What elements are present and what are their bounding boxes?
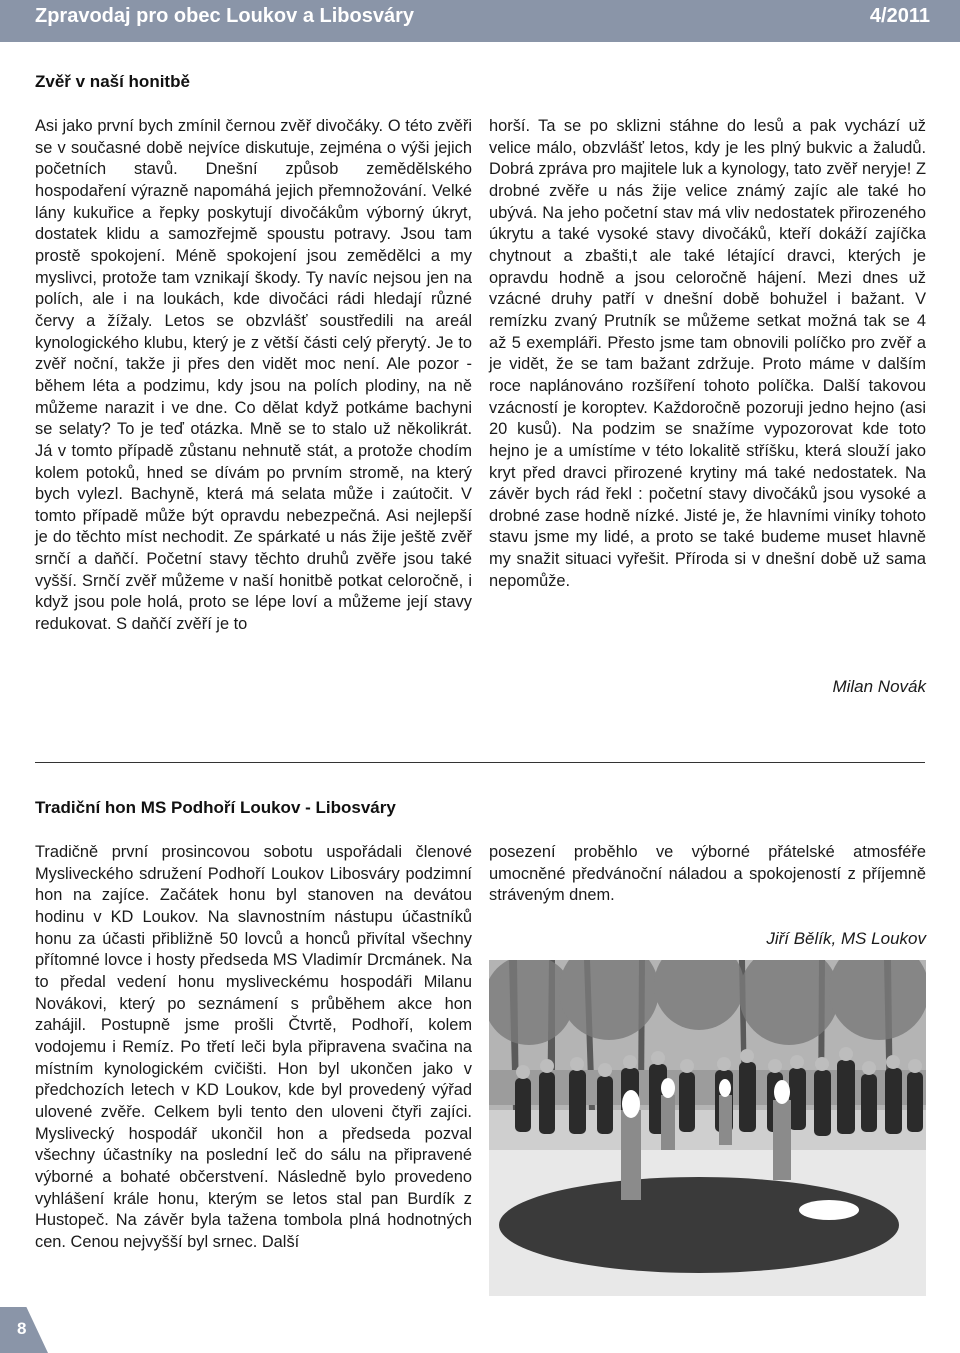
hunt-photo xyxy=(489,960,926,1296)
page-header xyxy=(0,0,960,42)
article1-right-column xyxy=(489,116,926,592)
article2-heading: Tradiční hon MS Podhoří Loukov - Libosváry xyxy=(35,798,396,817)
article2-signature: Jiří Bělík, MS Loukov xyxy=(766,929,926,948)
article1-left-column xyxy=(35,116,472,636)
article1-signature: Milan Novák xyxy=(832,677,926,696)
section-divider xyxy=(35,762,925,763)
article1-left-text: Asi jako první bych zmínil černou zvěř divočáky. O této zvěři se v současné době nejvíce diskutuje, zejména o výši jejich početních stavů. Dnešní způsob zemědělského hospodaření výrazně napomáhá jejich přemnožování. Velké lány kukuřice a řepky poskytují divočákům výborný úkryt, dostatek klidu a samozřejmě spoustu potravy. Jsou tam prostě spokojení. Méně spokojení jsou zemědělci a my myslivci, protože tam vznikají škody. Ty navíc nejsou jen na polích, ale i na loukách, kde divočáci rádi hledají různé červy a žížaly. Letos se obzvlášť soustředili na areál kynologického klubu, který je z větší části celý přerytý. Je to zvěř noční, takže ji přes den vidět moc není. Ale pozor - během léta a podzimu, kdy jsou na polích plodiny, na ně můžeme narazit i ve dne. Co dělat když potkáme bachyni se selaty? To je teď otázka. Mně se to stalo už několikrát. Já v tomto případě zůstanu nehnutě stát, a protože chodím kolem potoků, hned se dívám po prvním stromě, na který bych vylezl. Bachyně, která má selata může i zaútočit. V tomto případě může být opravdu nebezpečná. Asi nejlepší je do těchto míst nechodit. Ze spárkaté u nás žije ještě zvěř srnčí a daňčí. Početní stavy těchto druhů zvěře jsou také vyšší. Srnčí zvěř můžeme v naší honitbě potkat celoročně, i když jsou pole holá, proto se lépe loví a můžeme její stavy redukovat. S daňčí zvěří je to xyxy=(35,117,472,634)
article2-left-text: Tradičně první prosincovou sobotu uspořádali členové Mysliveckého sdružení Podhoří Loukov Libosváry podzimní hon na zajíce. Začátek honu byl stanoven na devátou hodinu v KD Loukov. Na slavnostním nástupu účastníků honu za účasti přibližně 50 lovců a honců přivítal všechny přítomné lovce i hosty předseda MS Vladimír Drcmánek. Na to předal vedení honu mysliveckému hospodáři Milanu Novákovi, který po seznámení s průběhem akce hon zahájil. Postupně jsme prošli Čtvrtě, Podhoří, kolem vodojemu i Remíz. Po třetí leči byla připravena svačina na místním kynologickém cvičišti. Hon byl ukončen jako v předchozích letech v KD Loukov, kde byl provedený výřad ulovené zvěře. Celkem byli tento den uloveni čtyři zajíci. Myslivecký hospodář ukončil hon a předseda pozval všechny účastníky na poslední leč do sálu na připravené výborné a bohaté občerstvení. Následně bylo provedeno vyhlášení krále honu, kterým se letos stal pan Burdík z Hustopeč. Na závěr byla tažena tombola plná hodnotných cen. Cenou nejvyšší byl srnec. Další xyxy=(35,843,472,1251)
article1-heading: Zvěř v naší honitbě xyxy=(35,72,190,91)
article2-right-column xyxy=(489,842,926,907)
page-number: 8 xyxy=(17,1319,27,1338)
issue-number: 4/2011 xyxy=(869,5,930,27)
article1-right-text: horší. Ta se po sklizni stáhne do lesů a pak vychází už velice málo, obzvlášť letos, kdy je les plný bukvic a žaludů. Dobrá zpráva pro majitele luk a kynology, tato zvěř neryje! Z drobné zvěře u nás žije velice známý zajíc ale také ho ubývá. Na jeho početní stav má vliv nedostatek přirozeného úkrytu a také vysoké stavy divočáků, kteří dokáží zajíčka chytnout a zbašti,t ale také létající dravci, kterých je opravdu hodně a jsou celoročně hájení. Mezi dnes už vzácné druhy patří v dnešní době bohužel i bažant. V remízku zvaný Prutník se můžeme setkat možná tak se 4 až 5 exempláři. Přesto jsme tam obnovili políčko pro zvěř a je vidět, že se tam bažant zdržuje. Proto máme v dalším roce naplánováno rozšíření tohoto políčka. Další takovou vzácností je koroptev. Každoročně pozoruji jedno hejno (asi 20 kusů). Na podzim se snažíme vypozorovat kde toto hejno je a umístíme v této lokalitě stříšku, která slouží jako kryt před dravci přirozené krytiny má také nedostatek. Na závěr bych rád řekl : početní stavy divočáků jsou vysoké a drobné zase hodně nízké. Jisté je, že hlavními viníky tohoto stavu jsme my lidé, a proto se také budeme muset hlavně my snažit situaci vyřešit. Příroda si v dnešní době už sama nepomůže. xyxy=(489,117,926,590)
article2-right-text: posezení proběhlo ve výborné přátelské atmosféře umocněné předvánoční náladou a spokojeností z příjemně stráveným dnem. xyxy=(489,843,926,905)
newsletter-title: Zpravodaj pro obec Loukov a Libosváry xyxy=(35,5,414,27)
article2-left-column xyxy=(35,842,472,1253)
